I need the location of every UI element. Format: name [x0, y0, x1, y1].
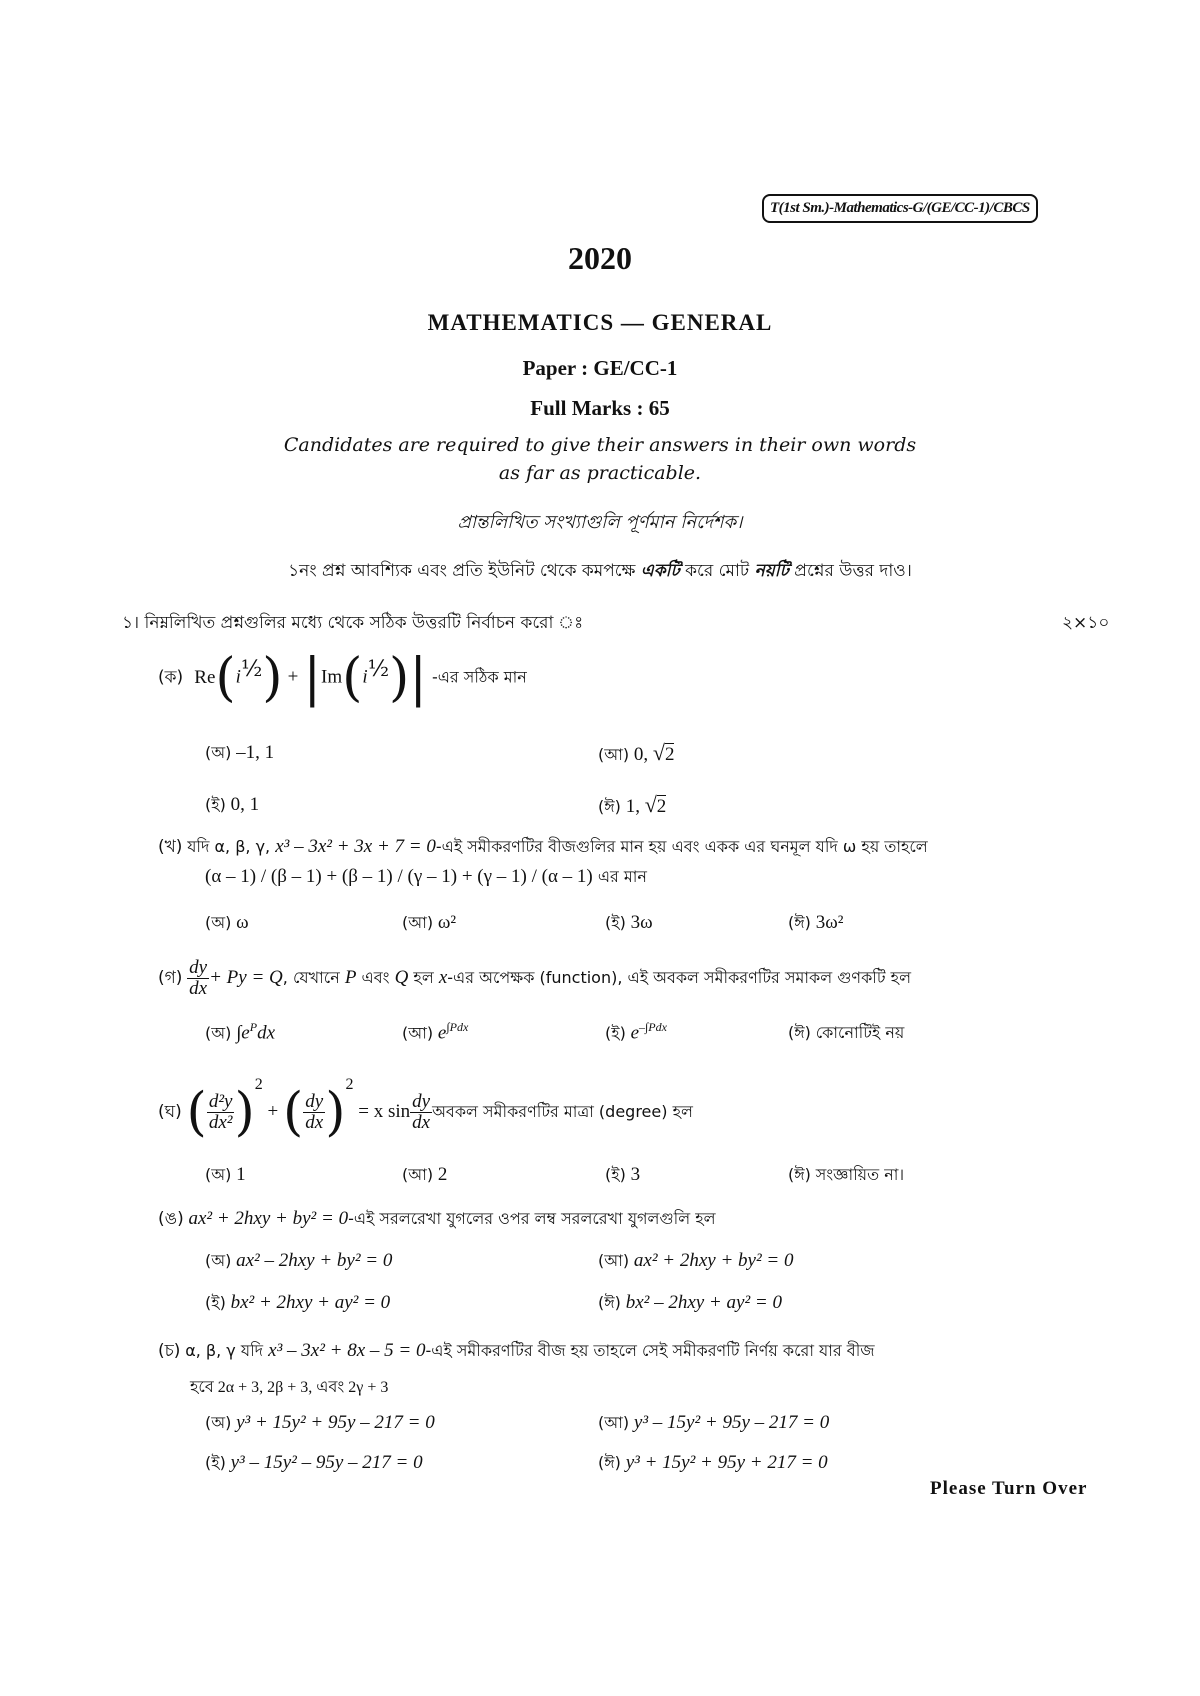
ka-option-a	[205, 740, 274, 767]
subq-label: (ঙ)	[158, 1209, 184, 1229]
paren-close: )	[262, 648, 283, 708]
question-1-marks: ২×১০	[1062, 613, 1110, 633]
ka-option-aa	[598, 740, 674, 769]
paren-close: )	[234, 1082, 255, 1143]
paren-open-2: (	[342, 648, 363, 708]
opt-value: 3	[630, 1164, 641, 1185]
subq-cha	[158, 1338, 875, 1366]
opt-value: e	[437, 1022, 447, 1044]
gha-option-i	[605, 1162, 640, 1189]
opt-label: (আ)	[402, 1023, 434, 1043]
paren-close-2: )	[325, 1082, 346, 1143]
fraction-dy-dx	[187, 958, 209, 999]
ka-option-i	[205, 792, 259, 819]
subq-label: (ক)	[158, 667, 184, 688]
opt-value: e	[630, 1022, 639, 1044]
ka-suffix: -এর সঠিক মান	[431, 667, 527, 687]
numerator: dy	[189, 957, 208, 978]
numerator: dy	[305, 1091, 324, 1113]
opt-label: (আ)	[598, 1251, 630, 1270]
opt-value: –1, 1	[236, 742, 275, 763]
opt-value: y³ – 15y² + 95y – 217 = 0	[633, 1412, 830, 1433]
rule-bold-2: নয়টি	[754, 561, 789, 581]
opt-value: 3ω	[630, 912, 653, 933]
opt-label: (অ)	[205, 1251, 232, 1270]
instruction-en-line-1: Candidates are required to give their answers in their own words	[283, 434, 917, 456]
opt-label: (ঈ)	[598, 797, 621, 816]
opt-value: ω	[236, 912, 249, 933]
rule-mid: করে মোট	[679, 561, 755, 581]
im-operator: Im	[321, 666, 343, 688]
sqrt-radicand: 2	[656, 796, 667, 817]
paper-code: T(1st Sm.)-Mathematics-G/(GE/CC-1)/CBCS	[762, 194, 1038, 223]
numerator: d²y	[208, 1091, 233, 1113]
power-two: 2	[254, 1076, 263, 1093]
denominator: dx	[412, 1112, 431, 1134]
ga-equation: + Py = Q	[209, 966, 283, 988]
opt-label: (অ)	[205, 743, 232, 762]
sqrt-radicand: 2	[664, 744, 675, 765]
cha-text-b: -এই সমীকরণটির বীজ হয় তাহলে সেই সমীকরণটি নির্ণয় করো যার বীজ	[425, 1341, 875, 1360]
subq-ga	[158, 958, 911, 999]
subq-uma	[158, 1206, 716, 1234]
opt-differential: dx	[257, 1022, 276, 1044]
numerator: dy	[412, 1091, 431, 1113]
uma-option-aa	[598, 1248, 794, 1275]
opt-label: (ই)	[605, 1023, 626, 1043]
opt-label: (আ)	[598, 1413, 630, 1432]
ga-var-q: Q	[394, 966, 409, 988]
opt-label: (ঈ)	[598, 1293, 621, 1312]
gha-option-aa	[402, 1162, 447, 1189]
subject-title: MATHEMATICS — GENERAL	[427, 310, 773, 335]
answer-rule	[0, 558, 1200, 586]
opt-label: (আ)	[402, 913, 434, 932]
opt-label: (আ)	[402, 1165, 434, 1184]
paren-close-2: )	[389, 648, 410, 708]
plus-sign: +	[287, 666, 299, 688]
opt-value: ax² – 2hxy + by² = 0	[236, 1250, 393, 1271]
fraction-dy-dx-2	[410, 1092, 432, 1133]
opt-value: কোনোটিই নয়	[815, 1023, 905, 1042]
opt-exponent: ∫Pdx	[446, 1020, 469, 1034]
rule-pre: ১নং প্রশ্ন আবশ্যিক এবং প্রতি ইউনিট থেকে কমপক্ষে	[288, 561, 641, 581]
paren-open: (	[215, 648, 236, 708]
ga-text-d: -এর অপেক্ষক (function), এই অবকল সমীকরণটির সমাকল গুণকটি হল	[447, 967, 912, 987]
opt-label: (ঈ)	[788, 1165, 811, 1184]
imag-unit: i	[235, 666, 241, 688]
kha-text-c: এর মান	[592, 867, 647, 886]
kha-option-a	[205, 910, 249, 937]
opt-value: y³ + 15y² + 95y + 217 = 0	[625, 1452, 828, 1473]
opt-label: (ই)	[205, 795, 226, 814]
kha-option-i	[605, 910, 653, 937]
kha-text-a: যদি α, β, γ,	[187, 837, 276, 856]
sqrt-sign: √	[652, 740, 665, 765]
opt-value: y³ + 15y² + 95y – 217 = 0	[236, 1412, 435, 1433]
uma-text: -এই সরলরেখা যুগলের ওপর লম্ব সরলরেখা যুগলগুলি হল	[348, 1209, 716, 1228]
paren-open-2: (	[282, 1082, 304, 1143]
opt-value: 1	[236, 1164, 246, 1185]
opt-label: (অ)	[205, 1023, 232, 1043]
abs-open: |	[303, 648, 322, 708]
uma-equation: ax² + 2hxy + by² = 0	[188, 1208, 349, 1229]
opt-value: 2	[437, 1164, 448, 1185]
cha-equation: x³ – 3x² + 8x – 5 = 0	[268, 1340, 426, 1361]
subq-label: (গ)	[158, 967, 183, 988]
kha-expression: (α – 1) / (β – 1) + (β – 1) / (γ – 1) + (γ – 1) / (α – 1)	[205, 866, 593, 887]
ka-option-ii	[598, 792, 666, 821]
rule-post: প্রশ্নের উত্তর দাও।	[788, 561, 912, 581]
plus-sign: +	[267, 1101, 279, 1122]
gha-text: অবকল সমীকরণটির মাত্রা (degree) হল	[432, 1102, 693, 1121]
denominator: dx	[189, 977, 208, 999]
exponent-half: ½	[240, 657, 263, 683]
opt-label: (অ)	[205, 913, 232, 932]
opt-value: bx² – 2hxy + ay² = 0	[625, 1292, 782, 1313]
rule-bold-1: একটি	[640, 561, 680, 581]
cha-line-2: হবে 2α + 3, 2β + 3, এবং 2γ + 3	[190, 1379, 389, 1396]
ga-option-i	[605, 1020, 667, 1047]
opt-value: 0, 1	[230, 794, 260, 815]
paren-open: (	[186, 1082, 207, 1143]
abs-close: |	[409, 648, 427, 708]
kha-option-ii	[788, 910, 843, 937]
sqrt-sign: √	[644, 792, 657, 817]
opt-label: (ঈ)	[788, 1023, 811, 1042]
opt-label: (অ)	[205, 1413, 232, 1432]
opt-label: (অ)	[205, 1165, 232, 1184]
ga-var-x: x	[438, 966, 448, 988]
subq-label: (খ)	[158, 837, 183, 857]
opt-label: (ই)	[605, 913, 626, 932]
full-marks: Full Marks : 65	[530, 396, 670, 420]
opt-value: bx² + 2hxy + ay² = 0	[230, 1292, 391, 1313]
subq-label: (ঘ)	[158, 1102, 182, 1122]
opt-value: ∫e	[236, 1022, 250, 1044]
subq-ka	[158, 648, 527, 708]
re-operator: Re	[194, 666, 216, 688]
cha-option-ii	[598, 1450, 828, 1477]
opt-exponent: –∫Pdx	[639, 1020, 667, 1034]
please-turn-over: Please Turn Over	[930, 1478, 1088, 1499]
instruction-bn: প্রান্তলিখিত সংখ্যাগুলি পূর্ণমান নির্দেশক।	[457, 512, 743, 533]
opt-label: (ই)	[605, 1165, 626, 1184]
cha-option-i	[205, 1450, 423, 1477]
ga-text-b: এবং	[356, 967, 395, 987]
subq-kha	[158, 834, 928, 862]
ga-text-c: হল	[408, 967, 439, 987]
ga-var-p: P	[344, 966, 357, 988]
uma-option-ii	[598, 1290, 782, 1317]
paper-code-line: Paper : GE/CC-1	[522, 356, 678, 380]
opt-value: সংজ্ঞায়িত না।	[815, 1165, 905, 1184]
opt-label: (আ)	[598, 745, 630, 764]
opt-value: y³ – 15y² – 95y – 217 = 0	[230, 1452, 423, 1473]
opt-label: (ই)	[205, 1453, 226, 1472]
opt-label: (ই)	[205, 1293, 226, 1312]
question-number: ১।	[122, 613, 140, 633]
uma-option-i	[205, 1290, 390, 1317]
opt-value: 0,	[633, 744, 653, 765]
cha-text-a: α, β, γ যদি	[185, 1341, 269, 1360]
kha-option-aa	[402, 910, 456, 937]
opt-label: (ঈ)	[788, 913, 811, 932]
uma-option-a	[205, 1248, 392, 1275]
exponent-half-2: ½	[367, 657, 390, 683]
denominator: dx²	[208, 1112, 233, 1134]
gha-equation: = x sin	[358, 1101, 411, 1122]
ga-text-a: , যেখানে	[282, 967, 345, 987]
cha-option-aa	[598, 1410, 829, 1437]
ga-option-ii	[788, 1020, 904, 1047]
subq-gha	[158, 1076, 693, 1143]
gha-option-ii	[788, 1162, 904, 1189]
subq-label: (চ)	[158, 1341, 181, 1361]
opt-exponent: P	[249, 1020, 258, 1034]
instruction-en-line-2: as far as practicable.	[498, 462, 702, 484]
ga-option-a	[205, 1020, 275, 1047]
opt-value: ax² + 2hxy + by² = 0	[633, 1250, 794, 1271]
opt-value: ω²	[437, 912, 457, 933]
gha-option-a	[205, 1162, 246, 1189]
cha-option-a	[205, 1410, 435, 1437]
kha-equation: x³ – 3x² + 3x + 7 = 0	[275, 836, 436, 857]
question-1-heading	[122, 610, 583, 638]
power-two-2: 2	[345, 1076, 354, 1093]
question-text: নিম্নলিখিত প্রশ্নগুলির মধ্যে থেকে সঠিক উত্তরটি নির্বাচন করো ঃ	[144, 613, 584, 633]
fraction-d2y-dx2	[207, 1092, 235, 1133]
fraction-dy-dx	[303, 1092, 325, 1133]
kha-text-b: -এই সমীকরণটির বীজগুলির মান হয় এবং একক এর ঘনমূল যদি ω হয় তাহলে	[435, 837, 928, 856]
denominator: dx	[305, 1112, 324, 1134]
opt-value: 3ω²	[815, 912, 844, 933]
imag-unit-2: i	[362, 666, 368, 688]
exam-year: 2020	[568, 240, 632, 276]
opt-value: 1,	[625, 796, 645, 817]
kha-line-2	[205, 864, 647, 891]
opt-label: (ঈ)	[598, 1453, 621, 1472]
ga-option-aa	[402, 1020, 468, 1047]
